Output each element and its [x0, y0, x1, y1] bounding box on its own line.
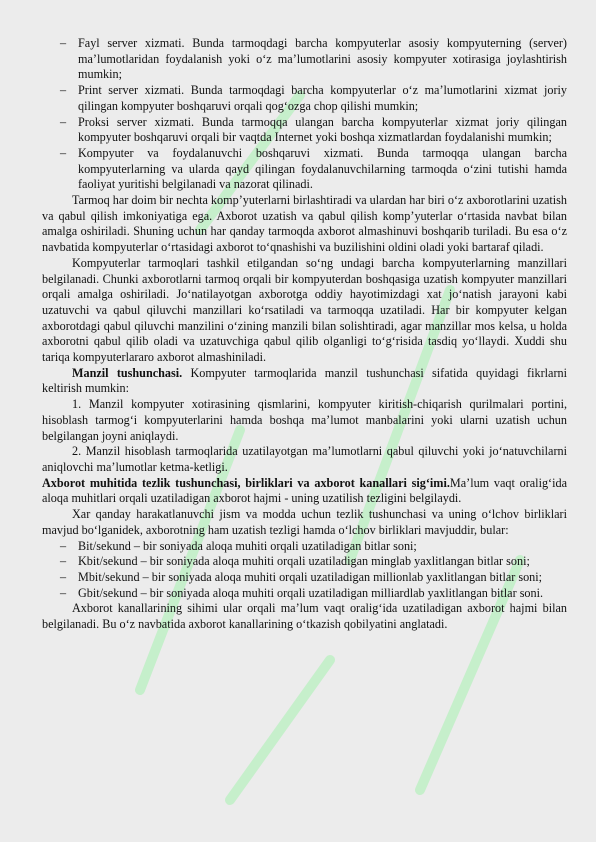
heading-inline: Axborot muhitida tezlik tushunchasi, birliklari va axborot kanallari sig‘imi. — [42, 475, 450, 490]
list-item: – Mbit/sekund – bir soniyada aloqa muhiti orqali uzatiladigan millionlab yaxlitlangan bitlar soni; — [42, 570, 567, 586]
paragraph: Kompyuterlar tarmoqlari tashkil etilgandan so‘ng undagi barcha kompyuterlarning manzillari belgilanadi. Chunki axborotlarni tarmoq orqali bir kompyuterdan boshqasiga uzatish kompyuter manzillari orqali amalga oshiriladi. Jo‘natilayotgan axborotga oddiy hayotimizdagi xat jo‘natish jarayoni kabi uzatuvchi va qabul qiluvchi manzillari ko‘rsatiladi va tarmoqqa uzatiladi. Har bir kompyuter kelgan axborotdagi qabul qiluvchi manzilini o‘zining manzili bilan solishtiradi, agar manzillar mos kelsa, u holda axborotni qabul qilib oladi va uzatuvchiga qabul qilib olganligi to‘g‘risida tasdiq yo‘llaydi. Xuddi shu tariqa kompyuterlararo axborot almashiniladi. — [42, 255, 567, 365]
list-item: – Gbit/sekund – bir soniyada aloqa muhiti orqali uzatiladigan milliardlab yaxlitlangan bitlar soni. — [42, 586, 567, 602]
list-item: – Fayl server xizmati. Bunda tarmoqdagi barcha kompyuterlar asosiy kompyuterning (server) ma’lumotlaridan foydalanish yoki o‘z ma’lumotlarini asosiy kompyuter xotirasiga joylashtirish mumkin; — [42, 36, 567, 83]
list-item: – Proksi server xizmati. Bunda tarmoqqa ulangan barcha kompyuterlar xizmat joriy qilingan kompyuter boshqaruvi orqali bir vaqtda Internet yoki boshqa xizmatlardan foydalanishi mumkin; — [42, 115, 567, 146]
paragraph: Xar qanday harakatlanuvchi jism va modda uchun tezlik tushunchasi va uning o‘lchov birliklari mavjud bo‘lganidek, axborotning ham uzatish tezligi hamda o‘lchov birliklari mavjuddir, bular: — [42, 507, 567, 537]
services-list — [42, 36, 567, 193]
list-item: – Bit/sekund – bir soniyada aloqa muhiti orqali uzatiladigan bitlar soni; — [42, 539, 567, 555]
numbered-item: 1. Manzil kompyuter xotirasining qismlarini, kompyuter kiritish-chiqarish qurilmalari portini, hisoblash tarmog‘i kompyuterlarini hamda boshqa ma’lumot manbalarini yoki ularni uzatish uchun belgilangan joyni aniqlaydi. — [42, 397, 567, 443]
watermark-stroke — [230, 660, 330, 800]
paragraph-text: Ma’lum vaqt oralig‘ida aloqa muhitlari orqali uzatiladigan axborot hajmi - uning uzatilish tezligini belgilaydi. — [42, 475, 567, 506]
units-list — [42, 539, 567, 602]
heading-inline: Manzil tushunchasi. — [72, 365, 183, 380]
paragraph-address — [42, 366, 567, 397]
paragraph-speed — [42, 476, 567, 507]
list-item: – Print server xizmati. Bunda tarmoqdagi barcha kompyuterlar o‘z ma’lumotlarini xizmat joriy qilingan kompyuter boshqaruvi orqali qog‘ozga chop qilishi mumkin; — [42, 83, 567, 114]
paragraph-text: Kompyuter tarmoqlarida manzil tushunchasi sifatida quyidagi fikrlarni keltirish mumkin: — [42, 365, 567, 396]
paragraph: Tarmoq har doim bir nechta komp’yuterlarni birlashtiradi va ulardan har biri o‘z axborotlarini uzatish va qabul qilish imkoniyatiga ega. Axborot uzatish va qabul qilish komp’yuterlar o‘rtasida navbat bilan amalga oshiriladi. Shuning uchun har qanday tarmoqda axborot almashinuvi boshqarib turiladi. Bu esa o‘z navbatida kompyuterlar o‘rtasidagi axborot to‘qnashishi va buzilishini oldini oladi yoki bartaraf qiladi. — [42, 193, 567, 255]
list-item: – Kbit/sekund – bir soniyada aloqa muhiti orqali uzatiladigan minglab yaxlitlangan bitlar soni; — [42, 554, 567, 570]
numbered-item: 2. Manzil hisoblash tarmoqlarida uzatilayotgan ma’lumotlarni qabul qiluvchi yoki jo‘natuvchilarni aniqlovchi ma’lumotlar ketma-ketligi. — [42, 444, 567, 474]
document-body — [42, 36, 567, 633]
paragraph: Axborot kanallarining sihimi ular orqali ma’lum vaqt oralig‘ida uzatiladigan axborot hajmi bilan belgilanadi. Bu o‘z navbatida axborot kanallarining o‘tkazish qobilyatini anglatadi. — [42, 601, 567, 632]
list-item: – Kompyuter va foydalanuvchi boshqaruvi xizmati. Bunda tarmoqqa ulangan barcha kompyuterlarning va ularda qayd qilingan foydalanuvchilarning tarmoqda o‘zini tutishi hamda faoliyat yuritishi belgilanadi va nazorat qilinadi. — [42, 146, 567, 193]
